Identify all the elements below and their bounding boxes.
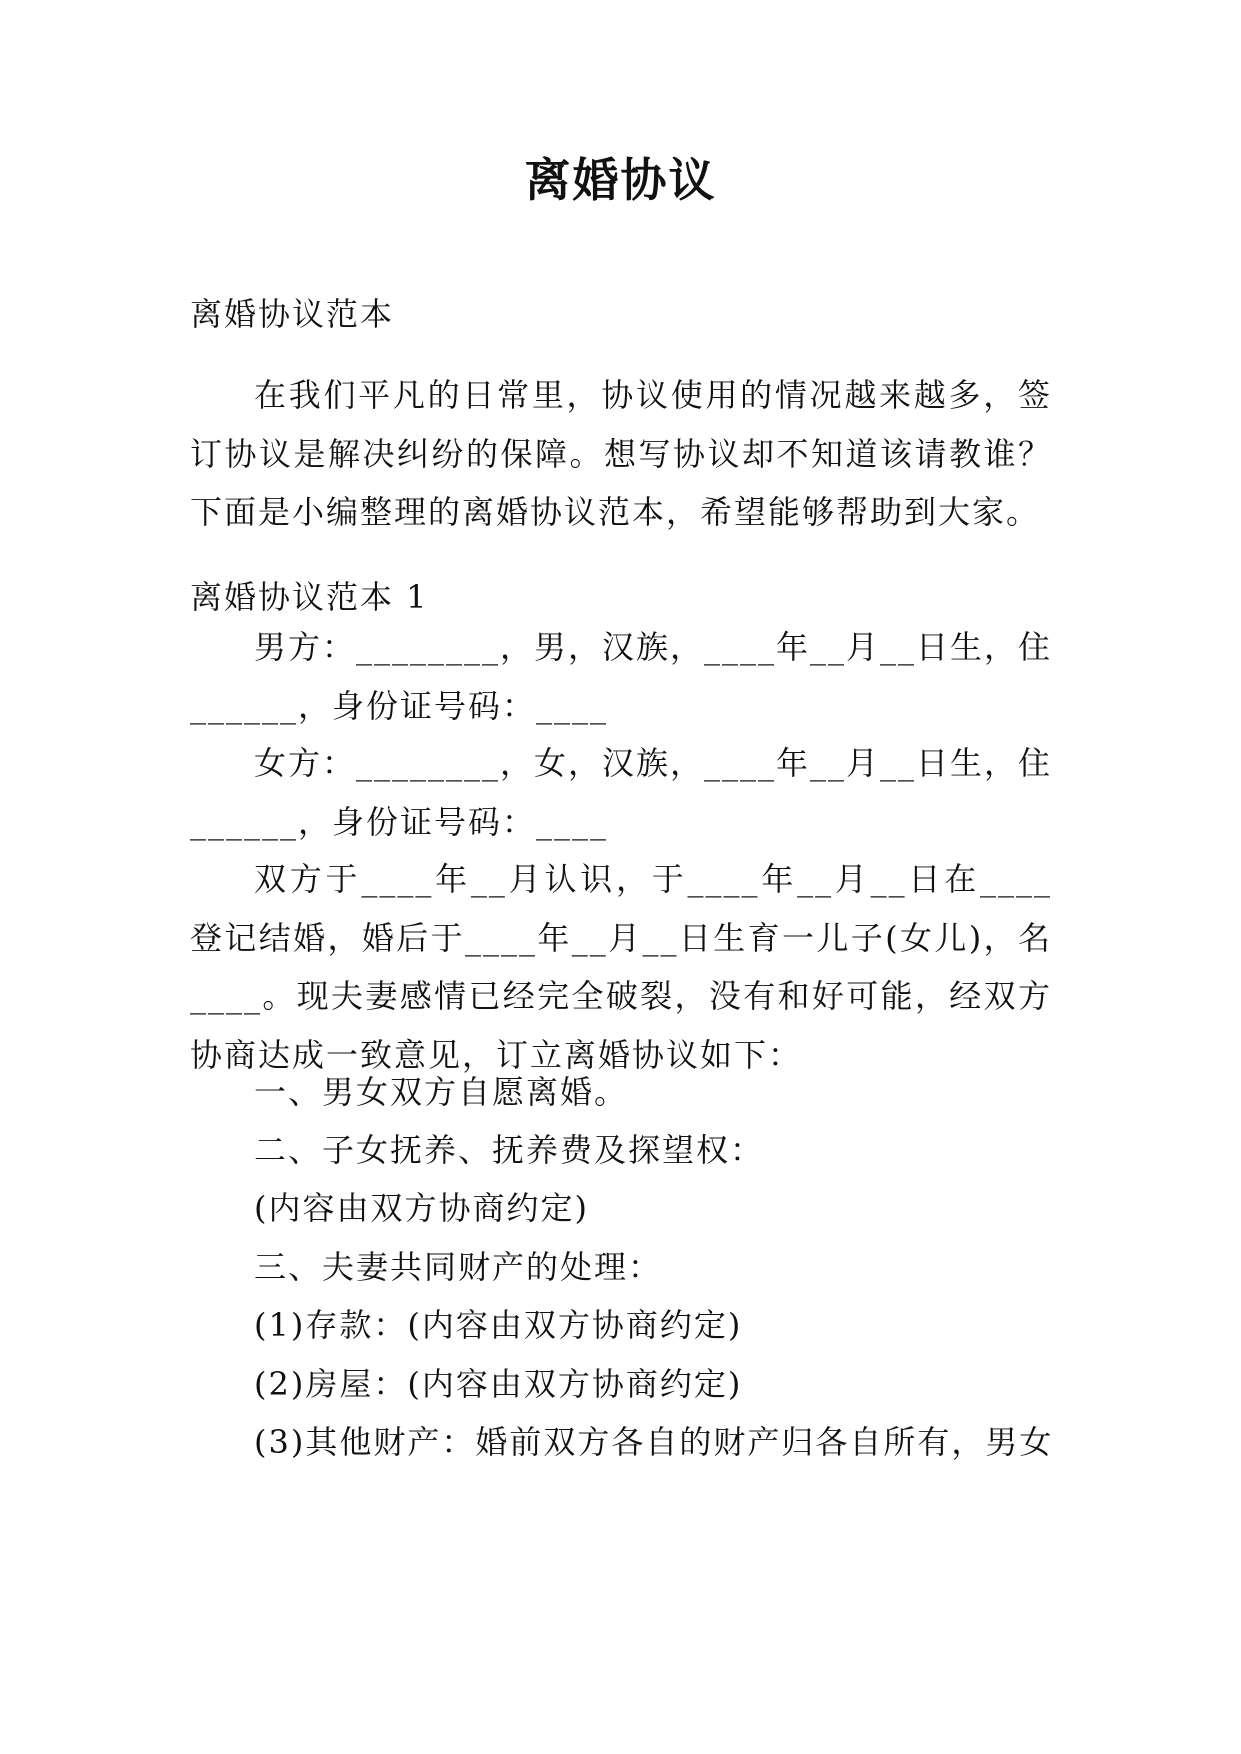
clause-2-note: (内容由双方协商约定): [254, 1189, 589, 1227]
clause-3-item-2: (2)房屋：(内容由双方协商约定): [254, 1365, 743, 1403]
clause-3-item-3: (3)其他财产：婚前双方各自的财产归各自所有，男女: [254, 1423, 1054, 1461]
clause-2: 二、子女抚养、抚养费及探望权：: [254, 1131, 765, 1169]
clause-1: 一、男女双方自愿离婚。: [254, 1073, 629, 1111]
clause-3: 三、夫妻共同财产的处理：: [254, 1248, 663, 1286]
intro-paragraph: 在我们平凡的日常里，协议使用的情况越来越多，签订协议是解决纠纷的保障。想写协议却不知道该请教谁？下面是小编整理的离婚协议范本，希望能够帮助到大家。: [190, 376, 1052, 531]
clause-3-item-1: (1)存款：(内容由双方协商约定): [254, 1306, 743, 1344]
section-title: 离婚协议范本 1: [190, 578, 429, 616]
background-paragraph: 双方于____年__月认识，于____年__月__日在____登记结婚，婚后于____年__月__日生育一儿子(女儿)，名____。现夫妻感情已经完全破裂，没有和好可能，经双方协商达成一致意见，订立离婚协议如下：: [190, 860, 1052, 1074]
female-party-paragraph: 女方：________，女，汉族，____年__月__日生，住______，身份证号码：____: [190, 744, 1053, 841]
male-party-paragraph: 男方：________，男，汉族，____年__月__日生，住______，身份证号码：____: [190, 628, 1053, 725]
document-subtitle: 离婚协议范本: [190, 295, 395, 333]
document-title: 离婚协议: [524, 153, 717, 207]
